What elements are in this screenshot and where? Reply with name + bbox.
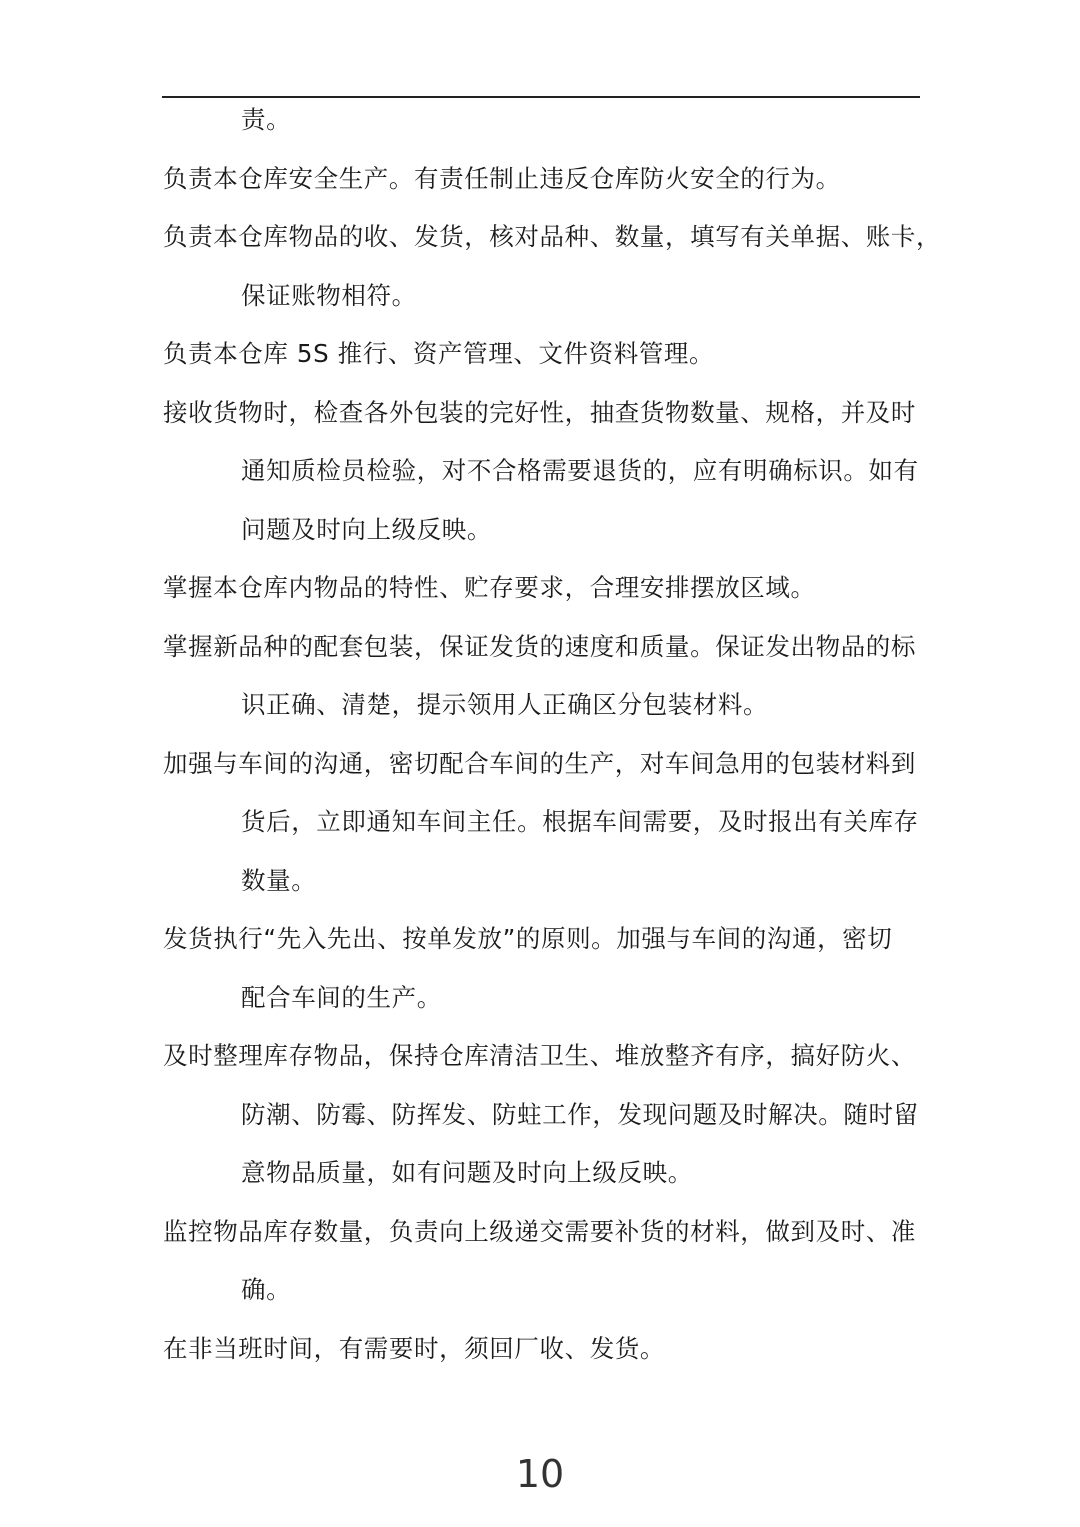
text-line: 货后，立即通知车间主任。根据车间需要，及时报出有关库存 <box>241 807 919 836</box>
text-line: 负责本仓库安全生产。有责任制止违反仓库防火安全的行为。 <box>163 163 841 193</box>
text-line: 及时整理库存物品，保持仓库清洁卫生、堆放整齐有序，搞好防火、 <box>163 1041 916 1070</box>
text-line: 监控物品库存数量，负责向上级递交需要补货的材料，做到及时、准 <box>163 1216 916 1246</box>
page-number: 10 <box>515 1452 565 1496</box>
text-line: 掌握本仓库内物品的特性、贮存要求，合理安排摆放区域。 <box>163 573 816 602</box>
text-line: 负责本仓库物品的收、发货，核对品种、数量，填写有关单据、账卡， <box>163 222 942 251</box>
text-line: 责。 <box>241 105 292 134</box>
text-line: 问题及时向上级反映。 <box>241 514 492 544</box>
text-line: 保证账物相符。 <box>241 280 417 310</box>
text-line: 负责本仓库 5S 推行、资产管理、文件资料管理。 <box>163 339 715 368</box>
text-line: 在非当班时间，有需要时，须回厂收、发货。 <box>163 1333 665 1363</box>
text-line: 意物品质量，如有问题及时向上级反映。 <box>241 1158 693 1187</box>
document-body <box>163 100 942 1387</box>
text-line: 掌握新品种的配套包装，保证发货的速度和质量。保证发出物品的标 <box>163 631 916 661</box>
text-line: 识正确、清楚，提示领用人正确区分包装材料。 <box>241 690 769 719</box>
text-line: 加强与车间的沟通，密切配合车间的生产，对车间急用的包装材料到 <box>163 748 916 778</box>
text-line: 通知质检员检验，对不合格需要退货的，应有明确标识。如有 <box>241 456 919 485</box>
header-rule <box>162 96 920 98</box>
text-line: 发货执行“先入先出、按单发放”的原则。加强与车间的沟通，密切 <box>163 924 893 953</box>
text-line: 接收货物时，检查各外包装的完好性，抽查货物数量、规格，并及时 <box>163 397 916 427</box>
text-line: 防潮、防霉、防挥发、防蛀工作，发现问题及时解决。随时留 <box>241 1099 919 1129</box>
text-line: 确。 <box>241 1275 292 1304</box>
text-line: 数量。 <box>241 865 317 895</box>
text-line: 配合车间的生产。 <box>241 982 442 1012</box>
